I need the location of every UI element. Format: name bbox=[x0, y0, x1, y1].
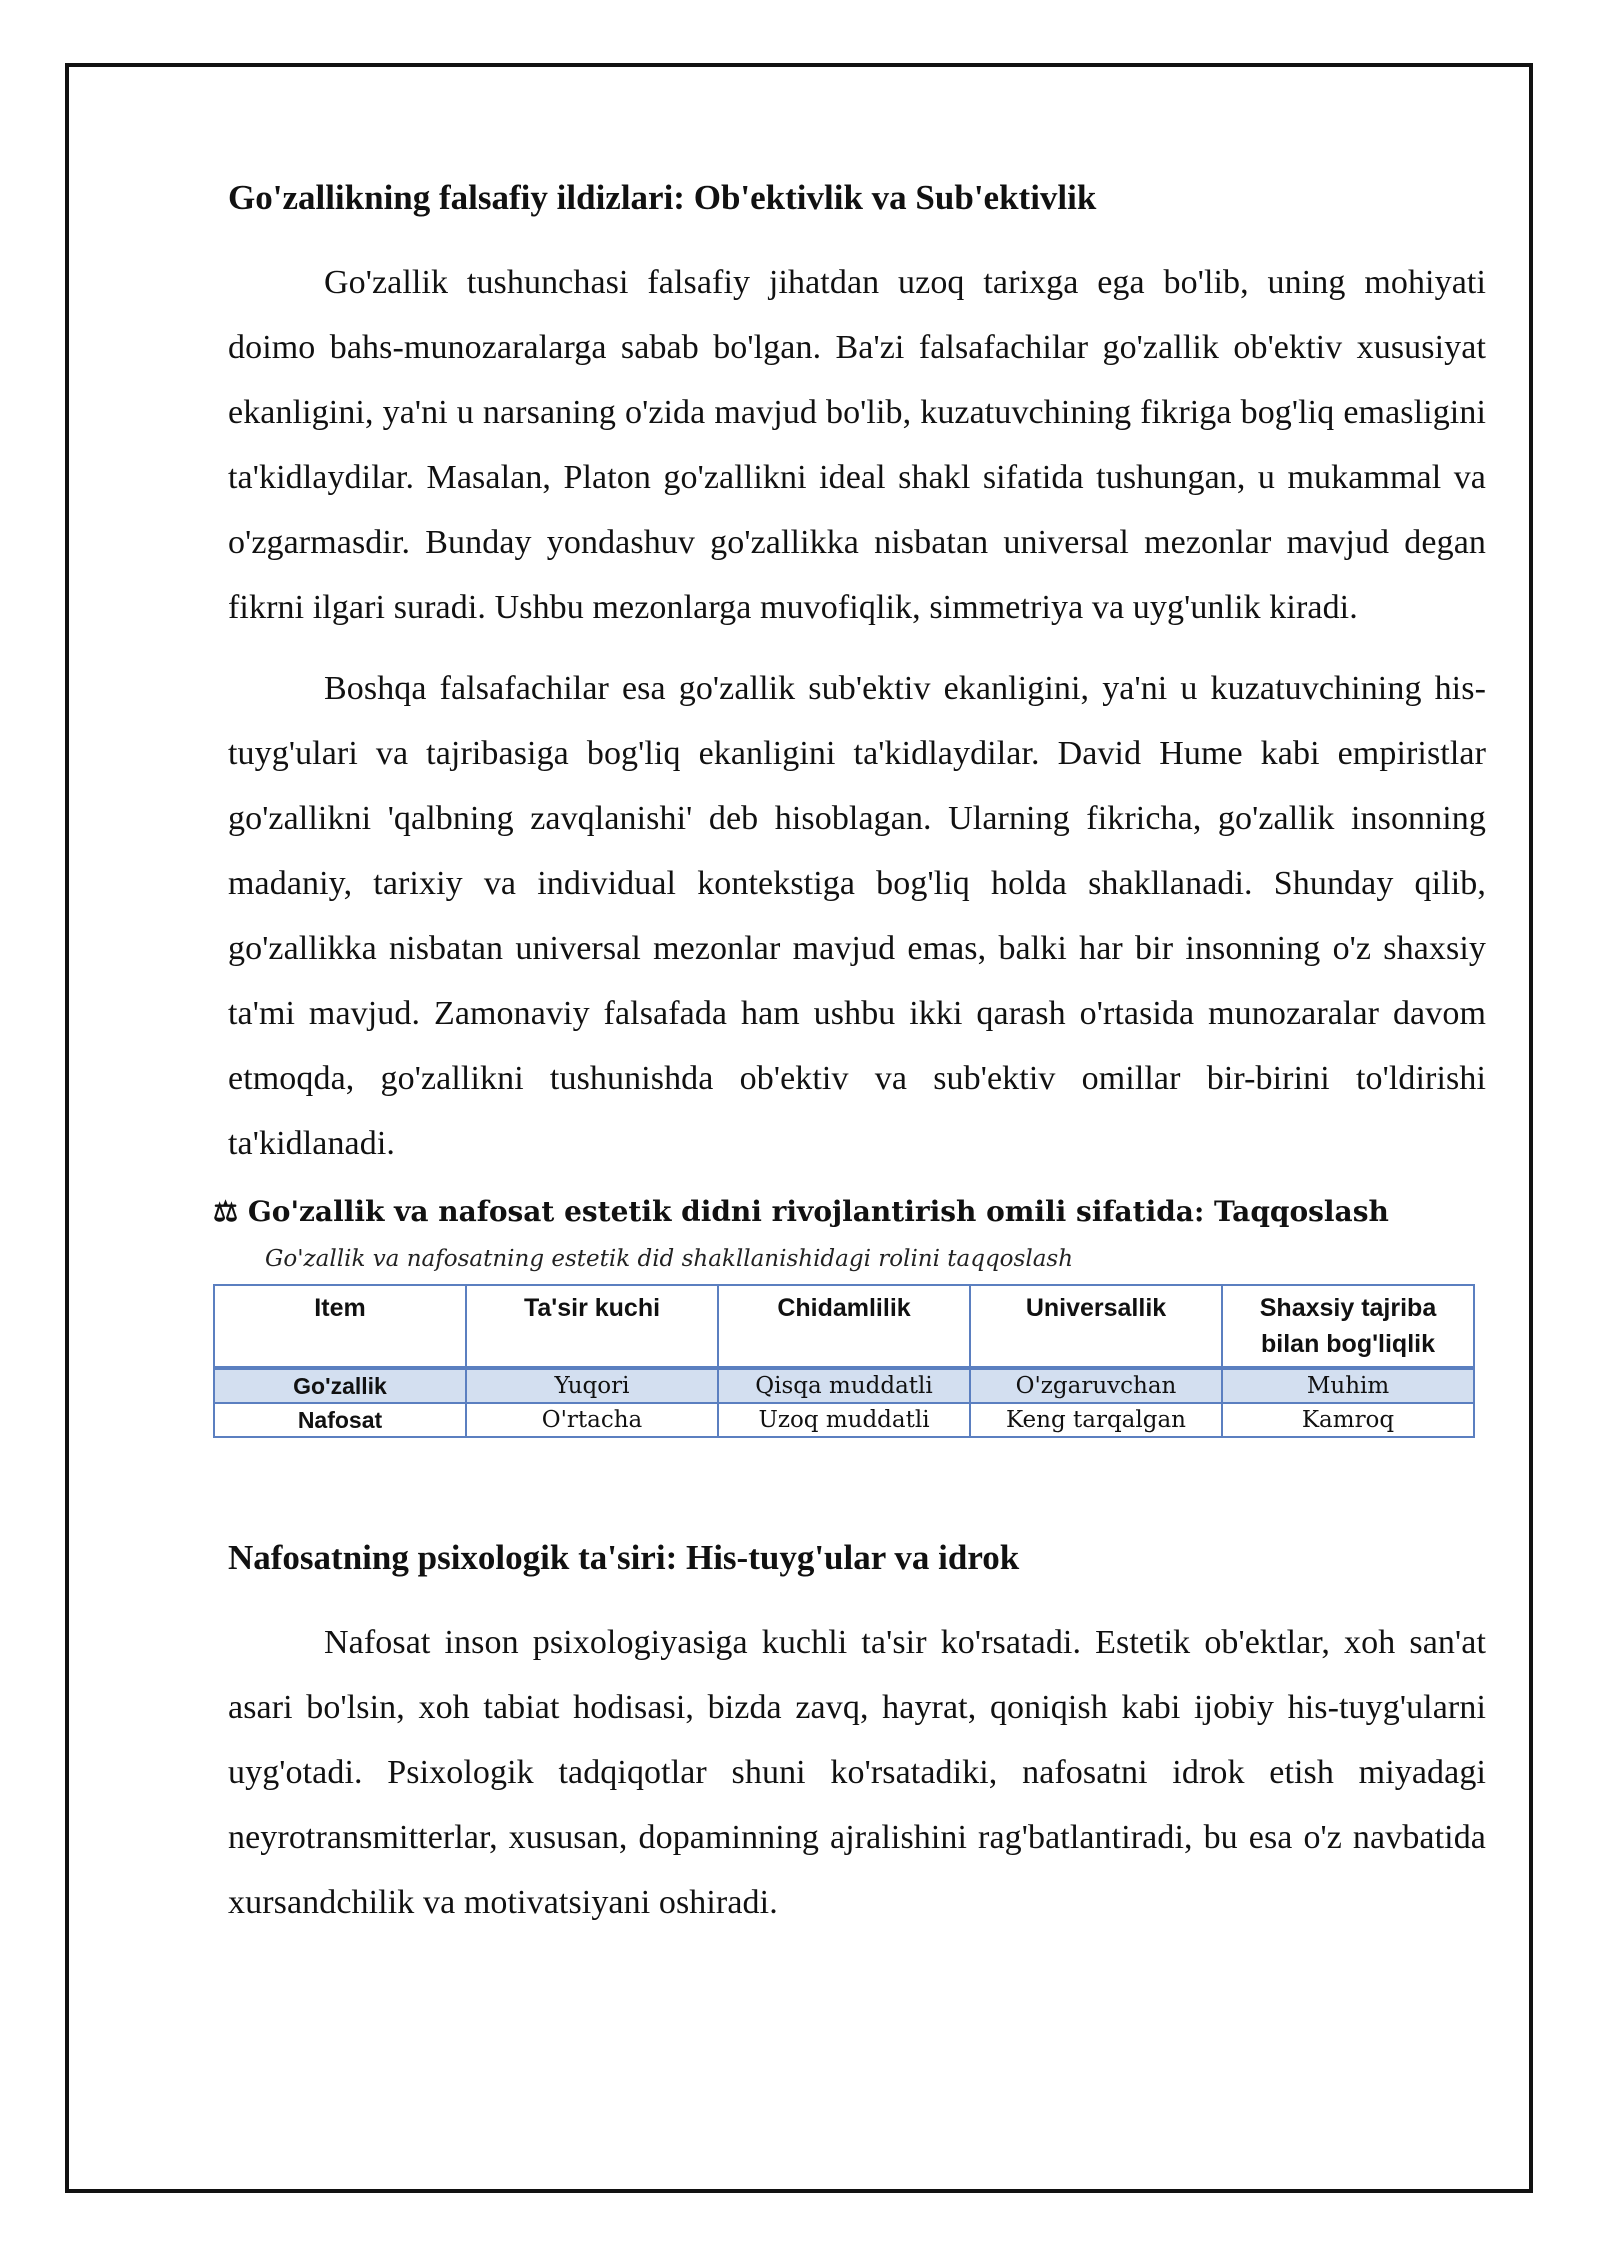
table-cell: O'rtacha bbox=[466, 1403, 718, 1437]
paragraph: Go'zallik tushunchasi falsafiy jihatdan uzoq tarixga ega bo'lib, uning mohiyati doimo bahs-munozaralarga sabab bo'lgan. Ba'zi falsafachilar go'zallik ob'ektiv xususiyat ekanligini, ya'ni u narsaning o'zida mavjud bo'lib, kuzatuvchining fikriga bog'liq emasligini ta'kidlaydilar. Masalan, Platon go'zallikni ideal shakl sifatida tushungan, u mukammal va o'zgarmasdir. Bunday yondashuv go'zallikka nisbatan universal mezonlar mavjud degan fikrni ilgari suradi. Ushbu mezonlarga muvofiqlik, simmetriya va uyg'unlik kiradi. bbox=[228, 264, 1486, 626]
table-row bbox=[214, 1368, 1474, 1403]
table-cell: O'zgaruvchan bbox=[970, 1368, 1222, 1403]
column-header: Universallik bbox=[970, 1285, 1222, 1368]
table-caption: Go'zallik va nafosatning estetik did shakllanishidagi rolini taqqoslash bbox=[265, 1246, 1074, 1272]
table-title-text: Go'zallik va nafosat estetik didni rivojlantirish omili sifatida: Taqqoslash bbox=[247, 1195, 1389, 1228]
table-cell: Kamroq bbox=[1222, 1403, 1474, 1437]
comparison-table-block bbox=[213, 1192, 1475, 1438]
balance-scale-icon: ⚖ bbox=[213, 1195, 239, 1228]
column-header: Ta'sir kuchi bbox=[466, 1285, 718, 1368]
paragraph: Nafosat inson psixologiyasiga kuchli ta'sir ko'rsatadi. Estetik ob'ektlar, xoh san'at asari bo'lsin, xoh tabiat hodisasi, bizda zavq, hayrat, qoniqish kabi ijobiy his-tuyg'ularni uyg'otadi. Psixologik tadqiqotlar shuni ko'rsatadiki, nafosatni idrok etish miyadagi neyrotransmitterlar, xususan, dopaminning ajralishini rag'batlantiradi, bu esa o'z navbatida xursandchilik va motivatsiyani oshiradi. bbox=[228, 1624, 1486, 1921]
section-heading: Nafosatning psixologik ta'siri: His-tuyg'ular va idrok bbox=[228, 1538, 1020, 1577]
column-header: Chidamlilik bbox=[718, 1285, 970, 1368]
table-header-row bbox=[214, 1285, 1474, 1368]
document-body bbox=[213, 170, 1486, 1951]
comparison-table bbox=[213, 1284, 1475, 1438]
column-header: Item bbox=[214, 1285, 466, 1368]
table-cell: Keng tarqalgan bbox=[970, 1403, 1222, 1437]
column-header: Shaxsiy tajriba bilan bog'liqlik bbox=[1222, 1285, 1474, 1368]
row-header: Go'zallik bbox=[214, 1368, 466, 1403]
table-cell: Qisqa muddatli bbox=[718, 1368, 970, 1403]
row-header: Nafosat bbox=[214, 1403, 466, 1437]
section-heading: Go'zallikning falsafiy ildizlari: Ob'ektivlik va Sub'ektivlik bbox=[228, 178, 1097, 217]
paragraph: Boshqa falsafachilar esa go'zallik sub'ektiv ekanligini, ya'ni u kuzatuvchining his-tuyg'ulari va tajribasiga bog'liq ekanligini ta'kidlaydilar. David Hume kabi empiristlar go'zallikni 'qalbning zavqlanishi' deb hisoblagan. Ularning fikricha, go'zallik insonning madaniy, tarixiy va individual kontekstiga bog'liq holda shakllanadi. Shunday qilib, go'zallikka nisbatan universal mezonlar mavjud emas, balki har bir insonning o'z shaxsiy ta'mi mavjud. Zamonaviy falsafada ham ushbu ikki qarash o'rtasida munozaralar davom etmoqda, go'zallikni tushunishda ob'ektiv va sub'ektiv omillar bir-birini to'ldirishi ta'kidlanadi. bbox=[228, 670, 1486, 1162]
spacer bbox=[228, 1438, 1486, 1530]
table-cell: Uzoq muddatli bbox=[718, 1403, 970, 1437]
table-row bbox=[214, 1403, 1474, 1437]
table-title bbox=[213, 1192, 1475, 1232]
table-cell: Yuqori bbox=[466, 1368, 718, 1403]
table-cell: Muhim bbox=[1222, 1368, 1474, 1403]
